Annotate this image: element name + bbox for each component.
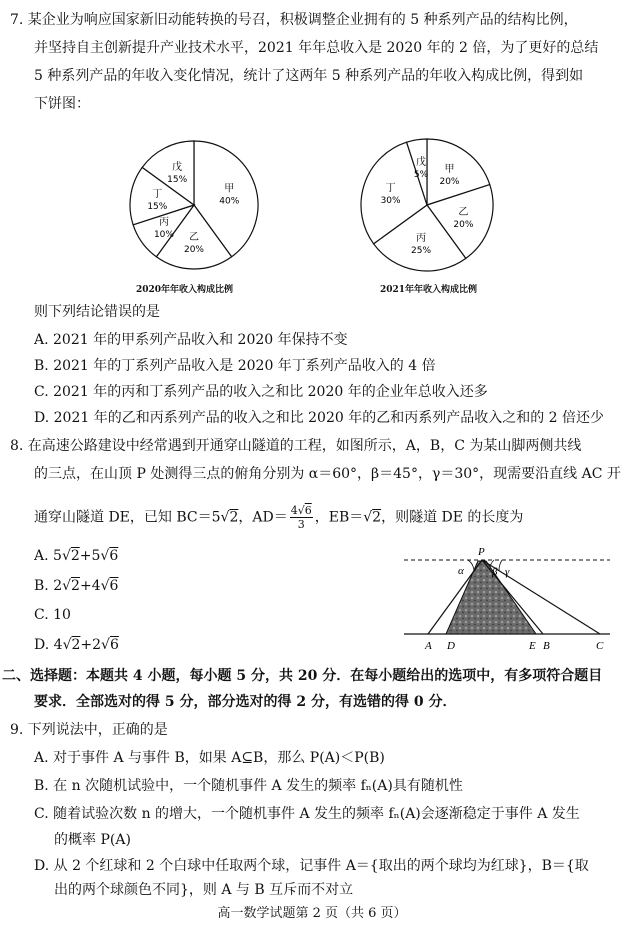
coef: +5 [79, 548, 101, 564]
q8-line-3-mid2: ，EB＝ [314, 509, 364, 526]
sqrt-symbol: √ [220, 509, 230, 526]
section-2-line-2: 要求．全部选对的得 5 分，部分选对的得 2 分，有选错的得 0 分． [34, 694, 457, 710]
radicand: 6 [109, 578, 119, 594]
option-letter: C. [34, 607, 49, 623]
radicand: 6 [109, 637, 119, 653]
label-b: B [543, 640, 550, 652]
pie-0-slice-0-value: 40% [219, 196, 240, 207]
q7-line-1: 7. 某企业为响应国家新旧动能转换的号召，积极调整企业拥有的 5 种系列产品的结构比例， [10, 12, 578, 28]
sqrt-symbol: √ [62, 637, 72, 653]
coef: 2 [53, 578, 63, 594]
pie-0-slice-2-value: 10% [153, 229, 174, 240]
pie-1-slice-4-name: 戊 [416, 157, 427, 169]
fraction-num-radicand: 6 [304, 504, 312, 517]
angle-gamma-arc [499, 560, 502, 571]
q8-line-3-mid1: ，AD＝ [238, 509, 288, 526]
q9-option-b: B. 在 n 次随机试验中，一个随机事件 A 发生的频率 fₙ(A)具有随机性 [34, 778, 463, 794]
pie-0-slice-0-name: 甲 [224, 183, 235, 195]
label-e: E [529, 640, 536, 652]
option-letter: B. [34, 578, 49, 594]
q8-radicand-bc: 2 [229, 509, 239, 526]
q8-option-c [34, 605, 71, 625]
tunnel-diagram [398, 542, 614, 654]
option-letter: A. [34, 548, 49, 564]
fraction-ad-denominator: 3 [297, 518, 305, 531]
q8-option-b [34, 576, 118, 596]
section-2-line-1: 二、选择题：本题共 4 小题，每小题 5 分，共 20 分．在每小题给出的选项中，有多项符合题目 [2, 668, 603, 684]
q9-option-d-line-2: 出的两个球颜色不同}，则 A 与 B 互斥而不对立 [54, 882, 354, 898]
pie-0-slice-3-name: 丁 [152, 189, 163, 201]
coef: 5 [53, 548, 62, 564]
q8-option-d [34, 635, 119, 655]
q7-line-2: 并坚持自主创新提升产业技术水平，2021 年年总收入是 2020 年的 2 倍，为了更好的总结 [34, 40, 599, 56]
pie-chart-2021-title: 2021年年收入构成比例 [380, 285, 478, 295]
label-d: D [447, 640, 455, 652]
angle-alpha-arc [468, 560, 474, 571]
q7-prompt: 则下列结论错误的是 [34, 304, 160, 320]
q9-option-c-line-1: C. 随着试验次数 n 的增大，一个随机事件 A 发生的频率 fₙ(A)会逐渐稳定于事件 A 发生 [34, 806, 580, 822]
label-gamma: γ [505, 566, 510, 578]
sqrt-symbol: √ [61, 548, 71, 564]
q8-radicand-eb: 2 [372, 509, 382, 526]
sqrt-symbol: √ [62, 578, 72, 594]
pie-1-slice-0-name: 甲 [444, 164, 455, 176]
pie-1-slice-3-name: 丁 [385, 183, 396, 195]
q8-line-3-pre: 通穿山隧道 DE，已知 BC＝5 [34, 509, 221, 526]
pie-0-slice-2-name: 丙 [158, 216, 169, 228]
pie-chart-2020-title: 2020年年收入构成比例 [136, 285, 234, 295]
radicand: 6 [109, 548, 119, 564]
q7-option-d: D. 2021 年的乙和丙系列产品的收入之和比 2020 年的乙和丙系列产品收入之和的 2 倍还少 [34, 410, 605, 426]
label-p: P [478, 546, 485, 558]
pie-0-slice-1-value: 20% [183, 245, 205, 256]
pie-1-slice-2-value: 25% [411, 245, 432, 256]
q9-stem: 9. 下列说法中，正确的是 [10, 722, 168, 738]
coef: +2 [80, 637, 102, 653]
label-alpha: α [458, 565, 464, 577]
pie-0-slice-3-value: 15% [147, 202, 168, 213]
pie-0-slice-4-name: 戊 [172, 161, 183, 173]
q9-option-c-line-2: 的概率 P(A) [54, 832, 131, 848]
pie-1-slice-1-name: 乙 [458, 206, 469, 218]
fraction-ad [290, 504, 313, 531]
q9-option-d-line-1: D. 从 2 个红球和 2 个白球中任取两个球，记事件 A＝{取出的两个球均为红球}，B＝{取 [34, 858, 589, 874]
pie-1-slice-1-value: 20% [453, 219, 474, 230]
page-footer: 高一数学试题第 2 页（共 6 页） [217, 906, 407, 921]
pie-1-slice-4-value: 5% [413, 170, 429, 181]
q8-option-a [34, 546, 118, 566]
pie-1-slice-0-value: 20% [439, 177, 460, 188]
pie-1-slice-2-name: 丙 [416, 232, 427, 244]
fraction-num-coef: 4 [290, 504, 298, 517]
q8-line-3 [34, 504, 523, 531]
radicand: 2 [71, 637, 81, 653]
label-a: A [425, 640, 432, 652]
sqrt-symbol: √ [363, 509, 373, 526]
pie-0-slice-1-name: 乙 [189, 232, 199, 244]
sqrt-symbol: √ [101, 637, 110, 653]
sqrt-symbol: √ [297, 504, 305, 517]
q7-line-3: 5 种系列产品的年收入变化情况，统计了这两年 5 种系列产品的年收入构成比例，得到如 [34, 68, 584, 84]
label-beta: β [492, 566, 498, 578]
q9-option-a: A. 对于事件 A 与事件 B，如果 A⊆B，那么 P(A)＜P(B) [34, 750, 385, 766]
coef: +4 [79, 578, 101, 594]
option-letter: D. [34, 637, 50, 653]
coef: 4 [53, 637, 63, 653]
pie-chart-2020 [128, 125, 268, 285]
q8-line-2: 的三点，在山顶 P 处测得三点的俯角分别为 α＝60°，β＝45°，γ＝30°，现需要沿直线 AC 开 [34, 466, 621, 482]
q7-option-a: A. 2021 年的甲系列产品收入和 2020 年保持不变 [34, 332, 348, 348]
sqrt-symbol: √ [100, 548, 110, 564]
q8-line-3-post: ，则隧道 DE 的长度为 [381, 509, 524, 526]
q7-line-4: 下饼图： [34, 96, 90, 112]
radicand: 2 [70, 548, 80, 564]
pie-chart-2021 [352, 125, 502, 285]
sqrt-symbol: √ [100, 578, 110, 594]
radicand: 2 [71, 578, 80, 594]
pie-0-slice-4-value: 15% [167, 174, 188, 185]
q7-option-c: C. 2021 年的丙和丁系列产品的收入之和比 2020 年的企业年总收入还多 [34, 384, 488, 400]
q8-line-1: 8. 在高速公路建设中经常遇到开通穿山隧道的工程，如图所示，A，B，C 为某山脚两侧共线 [10, 438, 582, 454]
pie-1-slice-3-value: 30% [380, 196, 401, 207]
option-text: 10 [53, 607, 71, 623]
q7-option-b: B. 2021 年的丁系列产品收入是 2020 年丁系列产品收入的 4 倍 [34, 358, 436, 374]
label-c: C [596, 640, 604, 652]
fraction-ad-numerator [290, 504, 313, 518]
